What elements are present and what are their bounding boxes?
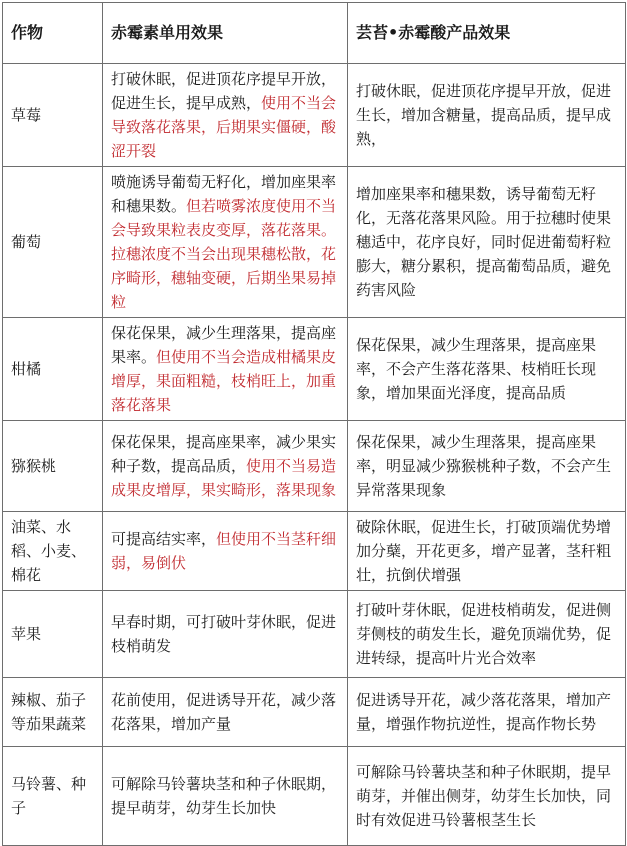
ga-effect-cell bbox=[103, 747, 348, 846]
ga-warning-text: 使用不当易造成果皮增厚，果实畸形，落果现象 bbox=[111, 457, 337, 499]
crop-cell: 辣椒、茄子等茄果蔬菜 bbox=[3, 678, 103, 747]
header-row bbox=[3, 3, 626, 64]
ga-effect-cell bbox=[103, 318, 348, 421]
table-row bbox=[3, 167, 626, 318]
combo-effect-cell: 打破休眠，促进顶花序提早开放，促进生长，增加含糖量，提高品质，提早成熟， bbox=[348, 64, 626, 167]
ga-effect-cell bbox=[103, 591, 348, 678]
header-brassin-ga: 芸苔•赤霉酸产品效果 bbox=[348, 3, 626, 64]
ga-warning-text: 但使用不当茎秆细弱，易倒伏 bbox=[111, 530, 337, 572]
ga-effect-cell bbox=[103, 678, 348, 747]
ga-effect-text: 打破休眠，促进顶花序提早开放，促进生长，提早成熟， bbox=[111, 70, 337, 112]
crop-cell: 猕猴桃 bbox=[3, 421, 103, 512]
header-ga-single: 赤霉素单用效果 bbox=[103, 3, 348, 64]
crop-cell: 柑橘 bbox=[3, 318, 103, 421]
crop-cell: 草莓 bbox=[3, 64, 103, 167]
ga-warning-text: 但使用不当会造成柑橘果皮增厚，果面粗糙，枝梢旺上，加重落花落果 bbox=[111, 348, 337, 414]
ga-effect-text: 保花保果，提高座果率，减少果实种子数，提高品质， bbox=[111, 433, 337, 475]
table-row bbox=[3, 591, 626, 678]
table-row bbox=[3, 64, 626, 167]
combo-effect-cell: 保花保果，减少生理落果，提高座果率，明显减少猕猴桃种子数，不会产生异常落果现象 bbox=[348, 421, 626, 512]
ga-warning-text: 但若喷雾浓度使用不当会导致果粒表皮变厚，落花落果。拉穗浓度不当会出现果穗松散，花序畸形，穗轴变硬，后期坐果易掉粒 bbox=[111, 197, 337, 311]
ga-effect-cell bbox=[103, 64, 348, 167]
ga-effect-text: 早春时期，可打破叶芽休眠，促进枝梢萌发 bbox=[111, 613, 337, 655]
combo-effect-cell: 促进诱导开花，减少落花落果，增加产量，增强作物抗逆性，提高作物长势 bbox=[348, 678, 626, 747]
ga-warning-text: 使用不当会导致落花落果，后期果实僵硬，酸涩开裂 bbox=[111, 94, 337, 160]
ga-effect-text: 花前使用，促进诱导开花，减少落花落果，增加产量 bbox=[111, 691, 337, 733]
combo-effect-cell: 可解除马铃薯块茎和种子休眠期，提早萌芽，并催出侧芽，幼芽生长加快，同时有效促进马铃薯根茎生长 bbox=[348, 747, 626, 846]
combo-effect-cell: 打破叶芽休眠，促进枝梢萌发，促进侧芽侧枝的萌发生长，避免顶端优势，促进转绿，提高叶片光合效率 bbox=[348, 591, 626, 678]
table-row bbox=[3, 318, 626, 421]
table-row bbox=[3, 512, 626, 591]
ga-effect-text: 喷施诱导葡萄无籽化，增加座果率和穗果数。 bbox=[111, 173, 337, 215]
combo-effect-cell: 破除休眠，促进生长，打破顶端优势增加分蘖，开花更多，增产显著，茎秆粗壮，抗倒伏增强 bbox=[348, 512, 626, 591]
table-row bbox=[3, 421, 626, 512]
crop-cell: 葡萄 bbox=[3, 167, 103, 318]
ga-effect-cell bbox=[103, 421, 348, 512]
header-crop: 作物 bbox=[3, 3, 103, 64]
combo-effect-cell: 保花保果，减少生理落果，提高座果率，不会产生落花落果、枝梢旺长现象，增加果面光泽度，提高品质 bbox=[348, 318, 626, 421]
ga-effect-cell bbox=[103, 167, 348, 318]
comparison-table bbox=[2, 2, 626, 846]
ga-effect-cell bbox=[103, 512, 348, 591]
table-row bbox=[3, 678, 626, 747]
ga-effect-text: 可解除马铃薯块茎和种子休眠期，提早萌芽，幼芽生长加快 bbox=[111, 775, 337, 817]
crop-cell: 马铃薯、种子 bbox=[3, 747, 103, 846]
combo-effect-cell: 增加座果率和穗果数，诱导葡萄无籽化，无落花落果风险。用于拉穗时使果穗适中，花序良好，同时促进葡萄籽粒膨大，糖分累积，提高葡萄品质，避免药害风险 bbox=[348, 167, 626, 318]
ga-effect-text: 可提高结实率， bbox=[111, 530, 217, 548]
ga-effect-text: 保花保果，减少生理落果，提高座果率。 bbox=[111, 324, 337, 366]
crop-cell: 油菜、水稻、小麦、棉花 bbox=[3, 512, 103, 591]
table-row bbox=[3, 747, 626, 846]
crop-cell: 苹果 bbox=[3, 591, 103, 678]
